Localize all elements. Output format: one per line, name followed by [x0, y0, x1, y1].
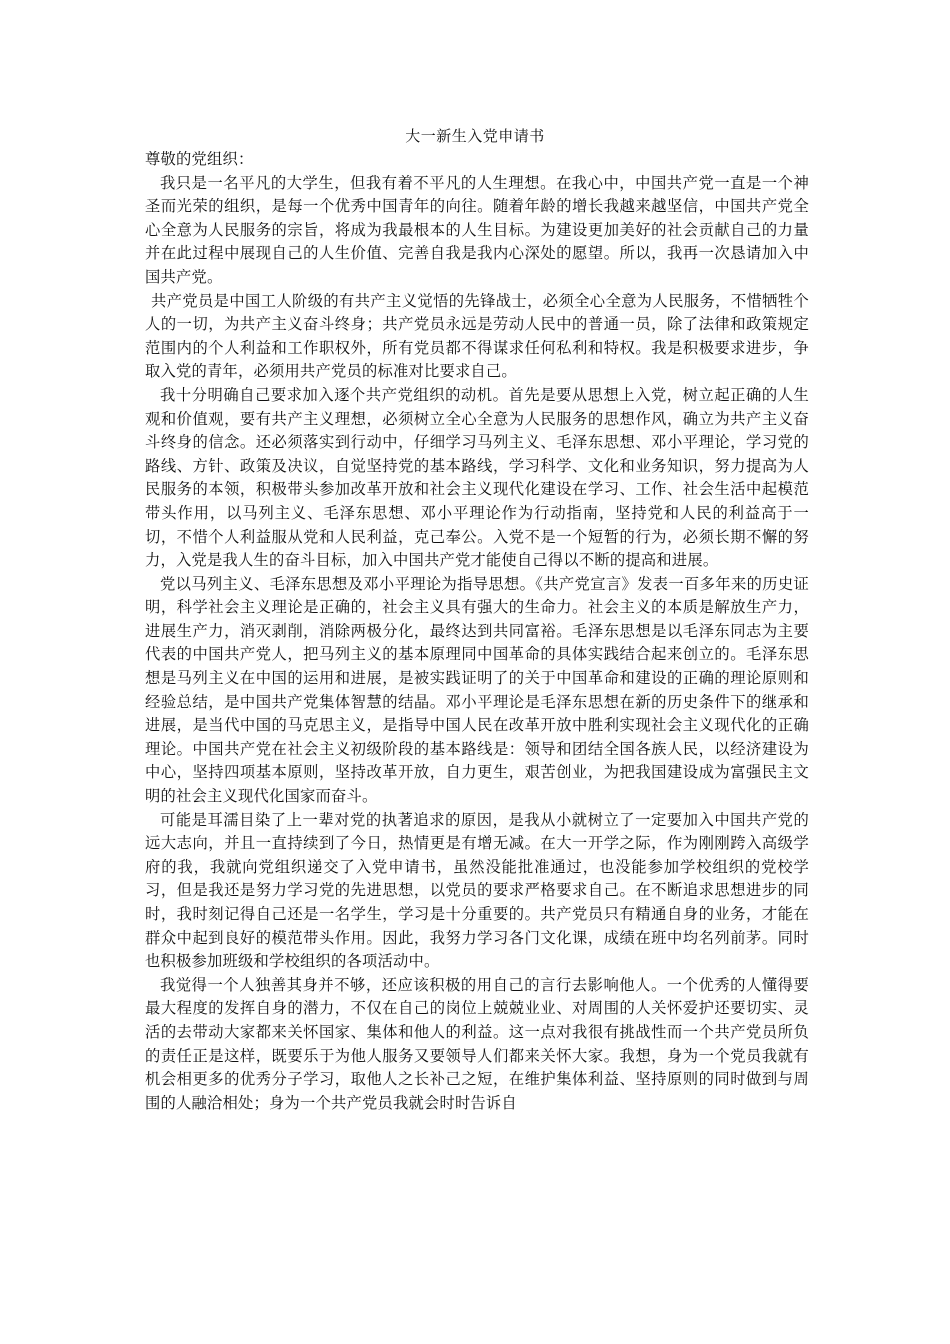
paragraph-3: 我十分明确自己要求加入逐个共产党组织的动机。首先是要从思想上入党，树立起正确的人生观和价值观，要有共产主义理想，必须树立全心全意为人民服务的思想作风，确立为共产主义奋斗终身的信念。还必须落实到行动中，仔细学习马列主义、毛泽东思想、邓小平理论，学习党的路线、方针、政策及决议，自觉坚持党的基本路线，学习科学、文化和业务知识，努力提高为人民服务的本领，积极带头参加改革开放和社会主义现代化建设在学习、工作、社会生活中起模范带头作用，以马列主义、毛泽东思想、邓小平理论作为行动指南，坚持党和人民的利益高于一切，不惜个人利益服从党和人民利益，克己奉公。入党不是一个短暂的行为，必须长期不懈的努力，入党是我人生的奋斗目标，加入中国共产党才能使自己得以不断的提高和进展。: [145, 385, 809, 570]
paragraph-1: 我只是一名平凡的大学生，但我有着不平凡的人生理想。在我心中，中国共产党一直是一个神圣而光荣的组织，是每一个优秀中国青年的向往。随着年龄的增长我越来越坚信，中国共产党全心全意为人民服务的宗旨，将成为我最根本的人生目标。为建设更加美好的社会贡献自己的力量并在此过程中展现自己的人生价值、完善自我是我内心深处的愿望。所以，我再一次恳请加入中国共产党。: [145, 173, 809, 286]
document-title: 大一新生入党申请书: [405, 127, 545, 145]
paragraph-6: 我觉得一个人独善其身并不够，还应该积极的用自己的言行去影响他人。一个优秀的人懂得要最大程度的发挥自身的潜力，不仅在自己的岗位上兢兢业业、对周围的人关怀爱护还要切实、灵活的去带动大家都来关怀国家、集体和他人的利益。这一点对我很有挑战性而一个共产党员所负的责任正是这样，既要乐于为他人服务又要领导人们都来关怀大家。我想，身为一个党员我就有机会相更多的优秀分子学习，取他人之长补己之短，在维护集体利益、坚持原则的同时做到与周围的人融洽相处；身为一个共产党员我就会时时告诉自: [145, 975, 809, 1112]
salutation: 尊敬的党组织：: [145, 150, 254, 168]
paragraph-4: 党以马列主义、毛泽东思想及邓小平理论为指导思想。《共产党宣言》发表一百多年来的历史证明，科学社会主义理论是正确的，社会主义具有强大的生命力。社会主义的本质是解放生产力，进展生产力，消灭剥削，消除两极分化，最终达到共同富裕。毛泽东思想是以毛泽东同志为主要代表的中国共产党人，把马列主义的基本原理同中国革命的具体实践结合起来创立的。毛泽东思想是马列主义在中国的运用和进展，是被实践证明了的关于中国革命和建设的正确的理论原则和经验总结，是中国共产党集体智慧的结晶。邓小平理论是毛泽东思想在新的历史条件下的继承和进展，是当代中国的马克思主义，是指导中国人民在改革开放中胜利实现社会主义现代化的正确理论。中国共产党在社会主义初级阶段的基本路线是：领导和团结全国各族人民，以经济建设为中心，坚持四项基本原则，坚持改革开放，自力更生，艰苦创业，为把我国建设成为富强民主文明的社会主义现代化国家而奋斗。: [145, 574, 809, 806]
paragraph-2: 共产党员是中国工人阶级的有共产主义觉悟的先锋战士，必须全心全意为人民服务，不惜牺牲个人的一切，为共产主义奋斗终身；共产党员永远是劳动人民中的普通一员，除了法律和政策规定范围内的个人利益和工作职权外，所有党员都不得谋求任何私利和特权。我是积极要求进步，争取入党的青年，必须用共产党员的标准对比要求自己。: [145, 291, 809, 381]
paragraph-5: 可能是耳濡目染了上一辈对党的执著追求的原因，是我从小就树立了一定要加入中国共产党的远大志向，并且一直持续到了今日，热情更是有增无减。在大一开学之际，作为刚刚跨入高级学府的我，我就向党组织递交了入党申请书，虽然没能批准通过，也没能参加学校组织的党校学习，但是我还是努力学习党的先进思想，以党员的要求严格要求自己。在不断追求思想进步的同时，我时刻记得自己还是一名学生，学习是十分重要的。共产党员只有精通自身的业务，才能在群众中起到良好的模范带头作用。因此，我努力学习各门文化课，成绩在班中均名列前茅。同时也积极参加班级和学校组织的各项活动中。: [145, 810, 809, 971]
document-body: [145, 148, 809, 1115]
